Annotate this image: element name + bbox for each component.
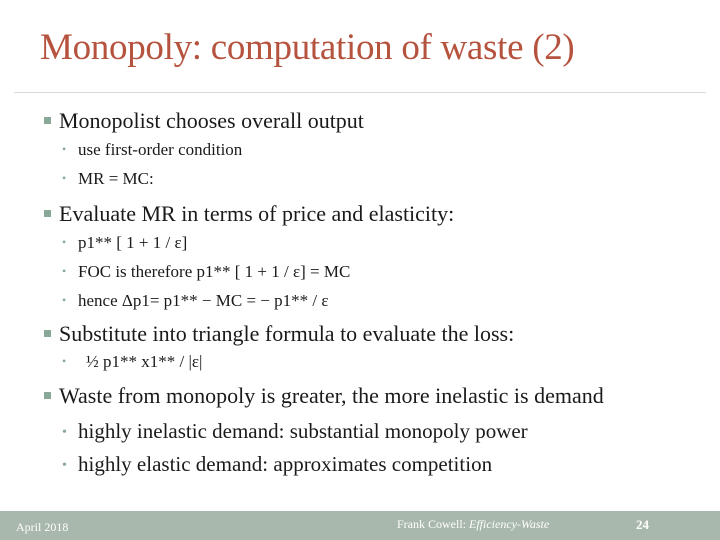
bullet-3 bbox=[44, 321, 514, 347]
bullet-2-sub-2 bbox=[62, 262, 350, 282]
bullet-4-sub-2-text: highly elastic demand: approximates competition bbox=[78, 452, 493, 476]
bullet-1-sub-2-text: MR = MC: bbox=[78, 169, 154, 188]
sub-bullet-dot-icon: • bbox=[62, 171, 67, 185]
bullet-1-text: Monopolist chooses overall output bbox=[59, 108, 364, 133]
sub-bullet-dot-icon: • bbox=[62, 458, 67, 473]
bullet-4-sub-2 bbox=[62, 452, 492, 477]
bullet-4-sub-1-text: highly inelastic demand: substantial monopoly power bbox=[78, 419, 528, 443]
sub-bullet-dot-icon: • bbox=[62, 142, 67, 156]
footer-author-name: Frank Cowell: bbox=[397, 517, 469, 531]
bullet-2 bbox=[44, 201, 454, 227]
bullet-2-text: Evaluate MR in terms of price and elasticity: bbox=[59, 201, 455, 226]
bullet-3-sub-1-text: ½ p1** x1** / |ε| bbox=[86, 352, 203, 371]
bullet-2-sub-3-text: hence Δp1= p1** − MC = − p1** / ε bbox=[78, 291, 329, 310]
footer-author bbox=[397, 517, 549, 532]
bullet-1-sub-1 bbox=[62, 140, 242, 160]
bullet-3-text: Substitute into triangle formula to evaluate the loss: bbox=[59, 321, 515, 346]
bullet-marker-icon bbox=[44, 117, 51, 124]
bullet-1 bbox=[44, 108, 364, 134]
title-divider bbox=[14, 92, 706, 93]
bullet-3-sub-1 bbox=[62, 352, 202, 372]
footer-author-title: Efficiency-Waste bbox=[469, 517, 550, 531]
bullet-2-sub-1 bbox=[62, 233, 187, 253]
bullet-4-sub-1 bbox=[62, 419, 528, 444]
sub-bullet-dot-icon: • bbox=[62, 264, 67, 278]
bullet-marker-icon bbox=[44, 392, 51, 399]
bullet-marker-icon bbox=[44, 210, 51, 217]
bullet-marker-icon bbox=[44, 330, 51, 337]
bullet-4-text: Waste from monopoly is greater, the more inelastic is demand bbox=[59, 383, 604, 408]
sub-bullet-dot-icon: • bbox=[62, 354, 67, 368]
slide-title: Monopoly: computation of waste (2) bbox=[40, 27, 575, 68]
sub-bullet-dot-icon: • bbox=[62, 235, 67, 249]
bullet-1-sub-1-text: use first-order condition bbox=[78, 140, 243, 159]
footer-date: April 2018 bbox=[16, 520, 69, 534]
bullet-1-sub-2 bbox=[62, 169, 154, 189]
bullet-2-sub-2-text: FOC is therefore p1** [ 1 + 1 / ε] = MC bbox=[78, 262, 351, 281]
bullet-4 bbox=[44, 383, 604, 409]
bullet-2-sub-1-text: p1** [ 1 + 1 / ε] bbox=[78, 233, 188, 252]
bullet-2-sub-3 bbox=[62, 291, 328, 311]
sub-bullet-dot-icon: • bbox=[62, 293, 67, 307]
footer-page-number: 24 bbox=[636, 517, 649, 532]
slide-footer bbox=[0, 511, 720, 540]
sub-bullet-dot-icon: • bbox=[62, 425, 67, 440]
